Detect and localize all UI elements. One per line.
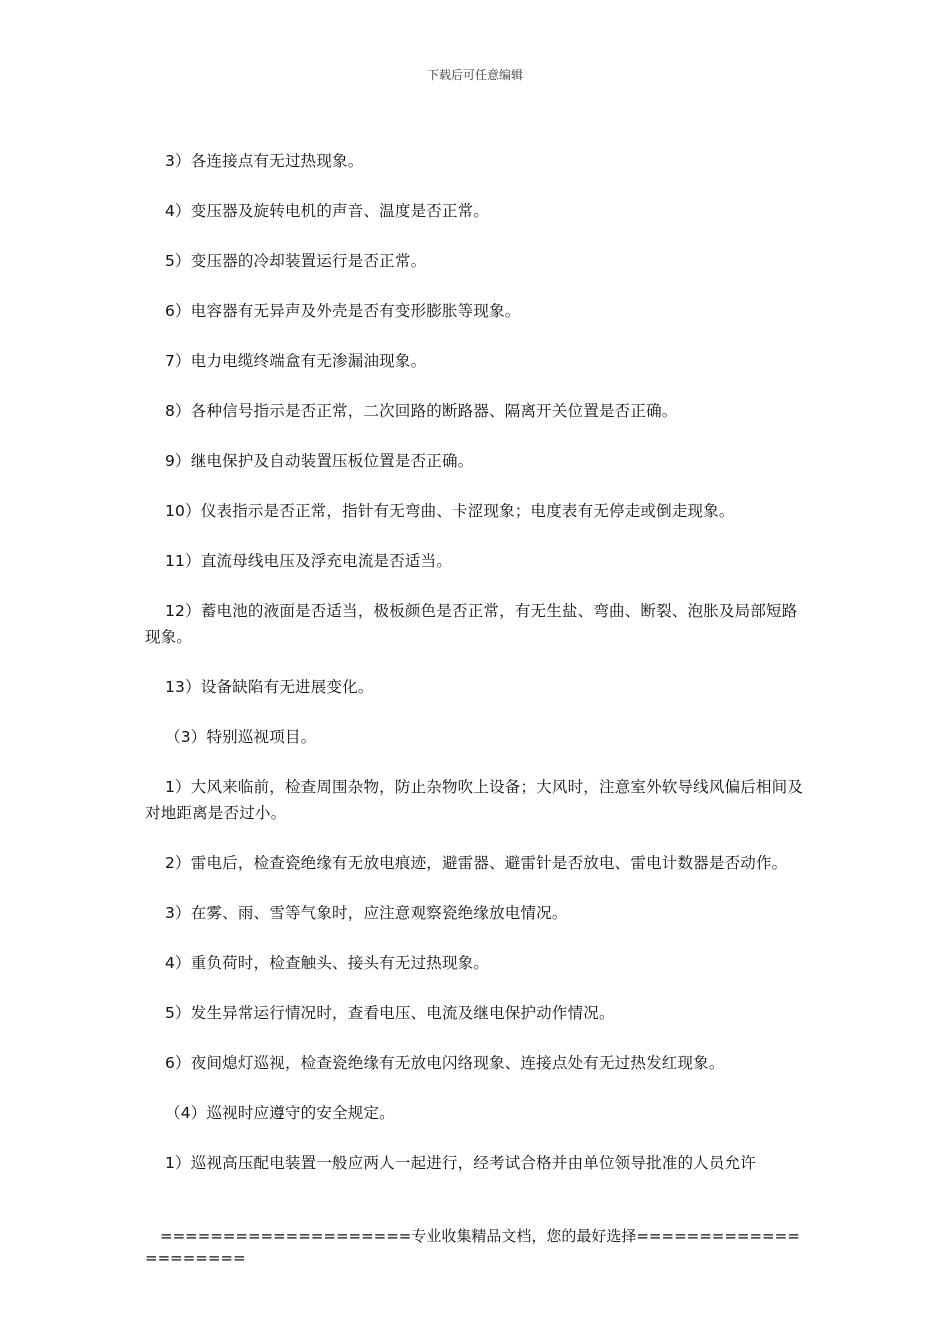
paragraph: 5）发生异常运行情况时，查看电压、电流及继电保护动作情况。	[165, 1004, 615, 1022]
paragraph: 4）重负荷时，检查触头、接头有无过热现象。	[165, 954, 490, 972]
document-body	[145, 148, 810, 1200]
paragraph: 13）设备缺陷有无进展变化。	[165, 678, 374, 696]
paragraph: 5）变压器的冷却装置运行是否正常。	[165, 252, 427, 270]
paragraph: 12）蓄电池的液面是否适当，极板颜色是否正常，有无生盐、弯曲、断裂、泡胀及局部短路现象。	[145, 602, 798, 646]
paragraph: 11）直流母线电压及浮充电流是否适当。	[165, 552, 453, 570]
paragraph: 1）大风来临前，检查周围杂物，防止杂物吹上设备；大风时，注意室外软导线风偏后相间及对地距离是否过小。	[145, 778, 804, 822]
paragraph: 6）夜间熄灯巡视，检查瓷绝缘有无放电闪络现象、连接点处有无过热发红现象。	[165, 1054, 725, 1072]
paragraph: 8）各种信号指示是否正常，二次回路的断路器、隔离开关位置是否正确。	[165, 402, 678, 420]
section-heading: （4）巡视时应遵守的安全规定。	[165, 1104, 395, 1122]
paragraph: 2）雷电后，检查瓷绝缘有无放电痕迹，避雷器、避雷针是否放电、雷电计数器是否动作。	[165, 854, 788, 872]
paragraph: 10）仪表指示是否正常，指针有无弯曲、卡涩现象；电度表有无停走或倒走现象。	[165, 502, 735, 520]
paragraph: 1）巡视高压配电装置一般应两人一起进行，经考试合格并由单位领导批准的人员允许	[165, 1154, 756, 1172]
paragraph: 9）继电保护及自动装置压板位置是否正确。	[165, 452, 474, 470]
paragraph: 7）电力电缆终端盒有无渗漏油现象。	[165, 352, 427, 370]
paragraph: 6）电容器有无异声及外壳是否有变形膨胀等现象。	[165, 302, 521, 320]
section-heading: （3）特别巡视项目。	[165, 728, 317, 746]
paragraph: 3）在雾、雨、雪等气象时，应注意观察瓷绝缘放电情况。	[165, 904, 568, 922]
paragraph: 3）各连接点有无过热现象。	[165, 152, 364, 170]
paragraph: 4）变压器及旋转电机的声音、温度是否正常。	[165, 202, 490, 220]
page-footer: ====================专业收集精品文档，您的最好选择=====================	[145, 1227, 800, 1267]
page-header: 下载后可任意编辑	[426, 68, 523, 82]
